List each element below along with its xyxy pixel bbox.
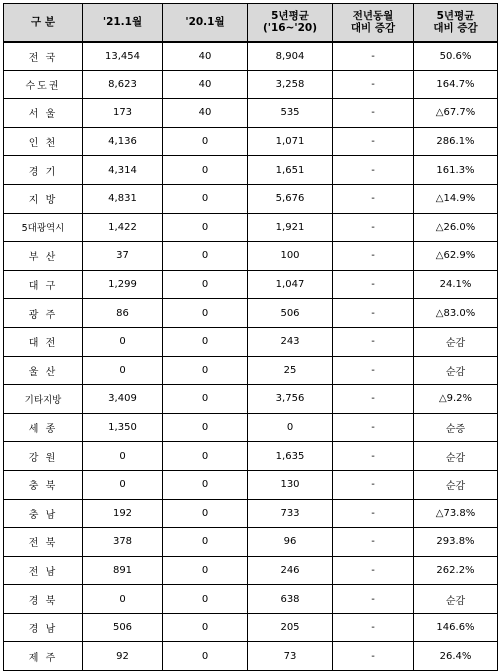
cell-jan21: 1,299 bbox=[83, 270, 163, 299]
header-avg5 bbox=[248, 4, 333, 42]
cell-jan20: 0 bbox=[163, 585, 248, 614]
cell-region: 수도권 bbox=[4, 70, 83, 99]
cell-avg5: 3,258 bbox=[248, 70, 333, 99]
cell-vs-avg: 161.3% bbox=[414, 156, 498, 185]
cell-avg5: 1,071 bbox=[248, 127, 333, 156]
cell-yoy: - bbox=[333, 184, 414, 213]
cell-avg5: 205 bbox=[248, 613, 333, 642]
cell-avg5: 506 bbox=[248, 299, 333, 328]
table-row bbox=[4, 470, 498, 499]
table-row bbox=[4, 356, 498, 385]
cell-jan21: 92 bbox=[83, 642, 163, 671]
cell-yoy: - bbox=[333, 127, 414, 156]
table-row bbox=[4, 528, 498, 557]
cell-region: 인 천 bbox=[4, 127, 83, 156]
cell-region: 부 산 bbox=[4, 242, 83, 271]
cell-yoy: - bbox=[333, 528, 414, 557]
cell-avg5: 733 bbox=[248, 499, 333, 528]
cell-yoy: - bbox=[333, 242, 414, 271]
header-avg5-line1: 5년평균 bbox=[271, 10, 309, 23]
cell-jan20: 0 bbox=[163, 213, 248, 242]
cell-region: 대 구 bbox=[4, 270, 83, 299]
cell-jan21: 0 bbox=[83, 585, 163, 614]
cell-jan21: 0 bbox=[83, 442, 163, 471]
cell-jan21: 13,454 bbox=[83, 42, 163, 71]
header-vs-avg-line2: 대비 증감 bbox=[433, 22, 478, 35]
cell-avg5: 535 bbox=[248, 99, 333, 128]
cell-vs-avg: 순감 bbox=[414, 585, 498, 614]
cell-yoy: - bbox=[333, 613, 414, 642]
table-row bbox=[4, 585, 498, 614]
table-row bbox=[4, 242, 498, 271]
cell-vs-avg: 50.6% bbox=[414, 42, 498, 71]
cell-avg5: 3,756 bbox=[248, 385, 333, 414]
cell-vs-avg: △67.7% bbox=[414, 99, 498, 128]
table-row bbox=[4, 42, 498, 71]
cell-avg5: 246 bbox=[248, 556, 333, 585]
cell-vs-avg: 164.7% bbox=[414, 70, 498, 99]
cell-jan20: 0 bbox=[163, 242, 248, 271]
cell-vs-avg: △73.8% bbox=[414, 499, 498, 528]
table-row bbox=[4, 556, 498, 585]
cell-jan20: 0 bbox=[163, 642, 248, 671]
cell-jan20: 0 bbox=[163, 356, 248, 385]
table-row bbox=[4, 442, 498, 471]
cell-avg5: 5,676 bbox=[248, 184, 333, 213]
cell-jan21: 1,422 bbox=[83, 213, 163, 242]
table-row bbox=[4, 70, 498, 99]
cell-jan21: 4,831 bbox=[83, 184, 163, 213]
cell-vs-avg: 293.8% bbox=[414, 528, 498, 557]
cell-jan20: 0 bbox=[163, 528, 248, 557]
cell-vs-avg: 순감 bbox=[414, 356, 498, 385]
cell-yoy: - bbox=[333, 42, 414, 71]
cell-yoy: - bbox=[333, 327, 414, 356]
table-row bbox=[4, 213, 498, 242]
cell-region: 5대광역시 bbox=[4, 213, 83, 242]
cell-vs-avg: 26.4% bbox=[414, 642, 498, 671]
cell-vs-avg: △83.0% bbox=[414, 299, 498, 328]
cell-jan20: 0 bbox=[163, 556, 248, 585]
header-region: 구 분 bbox=[4, 4, 83, 42]
cell-jan20: 40 bbox=[163, 70, 248, 99]
table-row bbox=[4, 642, 498, 671]
header-vs-avg bbox=[414, 4, 498, 42]
cell-vs-avg: 순감 bbox=[414, 442, 498, 471]
cell-jan20: 0 bbox=[163, 299, 248, 328]
cell-jan20: 40 bbox=[163, 42, 248, 71]
cell-vs-avg: 순증 bbox=[414, 413, 498, 442]
cell-yoy: - bbox=[333, 413, 414, 442]
table-header bbox=[4, 4, 498, 42]
cell-yoy: - bbox=[333, 556, 414, 585]
cell-vs-avg: 286.1% bbox=[414, 127, 498, 156]
table-row bbox=[4, 327, 498, 356]
cell-avg5: 100 bbox=[248, 242, 333, 271]
cell-jan21: 0 bbox=[83, 327, 163, 356]
cell-region: 경 기 bbox=[4, 156, 83, 185]
cell-jan20: 0 bbox=[163, 413, 248, 442]
cell-yoy: - bbox=[333, 299, 414, 328]
cell-region: 광 주 bbox=[4, 299, 83, 328]
cell-vs-avg: 262.2% bbox=[414, 556, 498, 585]
cell-region: 세 종 bbox=[4, 413, 83, 442]
cell-vs-avg: △14.9% bbox=[414, 184, 498, 213]
cell-yoy: - bbox=[333, 442, 414, 471]
cell-avg5: 1,921 bbox=[248, 213, 333, 242]
cell-region: 전 북 bbox=[4, 528, 83, 557]
cell-avg5: 243 bbox=[248, 327, 333, 356]
cell-jan20: 0 bbox=[163, 499, 248, 528]
cell-jan20: 0 bbox=[163, 327, 248, 356]
cell-vs-avg: 24.1% bbox=[414, 270, 498, 299]
cell-yoy: - bbox=[333, 156, 414, 185]
cell-jan20: 0 bbox=[163, 270, 248, 299]
cell-avg5: 0 bbox=[248, 413, 333, 442]
header-yoy bbox=[333, 4, 414, 42]
cell-region: 충 남 bbox=[4, 499, 83, 528]
header-jan21: '21.1월 bbox=[83, 4, 163, 42]
cell-region: 제 주 bbox=[4, 642, 83, 671]
cell-yoy: - bbox=[333, 70, 414, 99]
header-row bbox=[4, 4, 498, 42]
cell-yoy: - bbox=[333, 642, 414, 671]
table-row bbox=[4, 270, 498, 299]
cell-jan21: 86 bbox=[83, 299, 163, 328]
cell-jan21: 8,623 bbox=[83, 70, 163, 99]
cell-jan21: 378 bbox=[83, 528, 163, 557]
cell-jan21: 192 bbox=[83, 499, 163, 528]
cell-vs-avg: 146.6% bbox=[414, 613, 498, 642]
cell-yoy: - bbox=[333, 585, 414, 614]
cell-avg5: 8,904 bbox=[248, 42, 333, 71]
cell-region: 기타지방 bbox=[4, 385, 83, 414]
cell-jan21: 37 bbox=[83, 242, 163, 271]
header-yoy-line2: 대비 증감 bbox=[350, 22, 396, 35]
housing-statistics-table bbox=[3, 3, 498, 671]
cell-jan21: 173 bbox=[83, 99, 163, 128]
table-row bbox=[4, 499, 498, 528]
cell-region: 경 북 bbox=[4, 585, 83, 614]
header-yoy-line1: 전년동월 bbox=[352, 10, 394, 23]
cell-jan21: 891 bbox=[83, 556, 163, 585]
cell-avg5: 73 bbox=[248, 642, 333, 671]
cell-region: 서 울 bbox=[4, 99, 83, 128]
cell-jan20: 0 bbox=[163, 613, 248, 642]
cell-vs-avg: △26.0% bbox=[414, 213, 498, 242]
cell-region: 전 남 bbox=[4, 556, 83, 585]
cell-jan20: 0 bbox=[163, 184, 248, 213]
header-avg5-line2: ('16~'20) bbox=[262, 22, 318, 35]
cell-avg5: 96 bbox=[248, 528, 333, 557]
table-row bbox=[4, 385, 498, 414]
cell-avg5: 25 bbox=[248, 356, 333, 385]
cell-region: 경 남 bbox=[4, 613, 83, 642]
table-row bbox=[4, 127, 498, 156]
cell-vs-avg: △62.9% bbox=[414, 242, 498, 271]
cell-jan20: 0 bbox=[163, 156, 248, 185]
cell-yoy: - bbox=[333, 385, 414, 414]
cell-vs-avg: △9.2% bbox=[414, 385, 498, 414]
cell-yoy: - bbox=[333, 270, 414, 299]
cell-jan20: 0 bbox=[163, 470, 248, 499]
cell-vs-avg: 순감 bbox=[414, 470, 498, 499]
header-jan20: '20.1월 bbox=[163, 4, 248, 42]
cell-yoy: - bbox=[333, 99, 414, 128]
cell-jan20: 40 bbox=[163, 99, 248, 128]
cell-region: 충 북 bbox=[4, 470, 83, 499]
cell-vs-avg: 순감 bbox=[414, 327, 498, 356]
cell-avg5: 638 bbox=[248, 585, 333, 614]
table-body bbox=[4, 42, 498, 671]
table-row bbox=[4, 413, 498, 442]
table-row bbox=[4, 613, 498, 642]
cell-jan20: 0 bbox=[163, 385, 248, 414]
cell-region: 지 방 bbox=[4, 184, 83, 213]
cell-avg5: 1,651 bbox=[248, 156, 333, 185]
cell-yoy: - bbox=[333, 499, 414, 528]
cell-jan21: 3,409 bbox=[83, 385, 163, 414]
cell-jan21: 4,314 bbox=[83, 156, 163, 185]
cell-jan21: 1,350 bbox=[83, 413, 163, 442]
table-row bbox=[4, 184, 498, 213]
table-row bbox=[4, 299, 498, 328]
cell-yoy: - bbox=[333, 356, 414, 385]
cell-jan20: 0 bbox=[163, 442, 248, 471]
cell-jan21: 506 bbox=[83, 613, 163, 642]
cell-yoy: - bbox=[333, 213, 414, 242]
cell-region: 강 원 bbox=[4, 442, 83, 471]
cell-jan21: 4,136 bbox=[83, 127, 163, 156]
cell-avg5: 130 bbox=[248, 470, 333, 499]
cell-jan21: 0 bbox=[83, 470, 163, 499]
cell-region: 전 국 bbox=[4, 42, 83, 71]
cell-region: 대 전 bbox=[4, 327, 83, 356]
cell-avg5: 1,635 bbox=[248, 442, 333, 471]
cell-avg5: 1,047 bbox=[248, 270, 333, 299]
header-vs-avg-line1: 5년평균 bbox=[436, 10, 475, 23]
table-row bbox=[4, 99, 498, 128]
cell-yoy: - bbox=[333, 470, 414, 499]
table-row bbox=[4, 156, 498, 185]
cell-jan20: 0 bbox=[163, 127, 248, 156]
cell-region: 울 산 bbox=[4, 356, 83, 385]
cell-jan21: 0 bbox=[83, 356, 163, 385]
